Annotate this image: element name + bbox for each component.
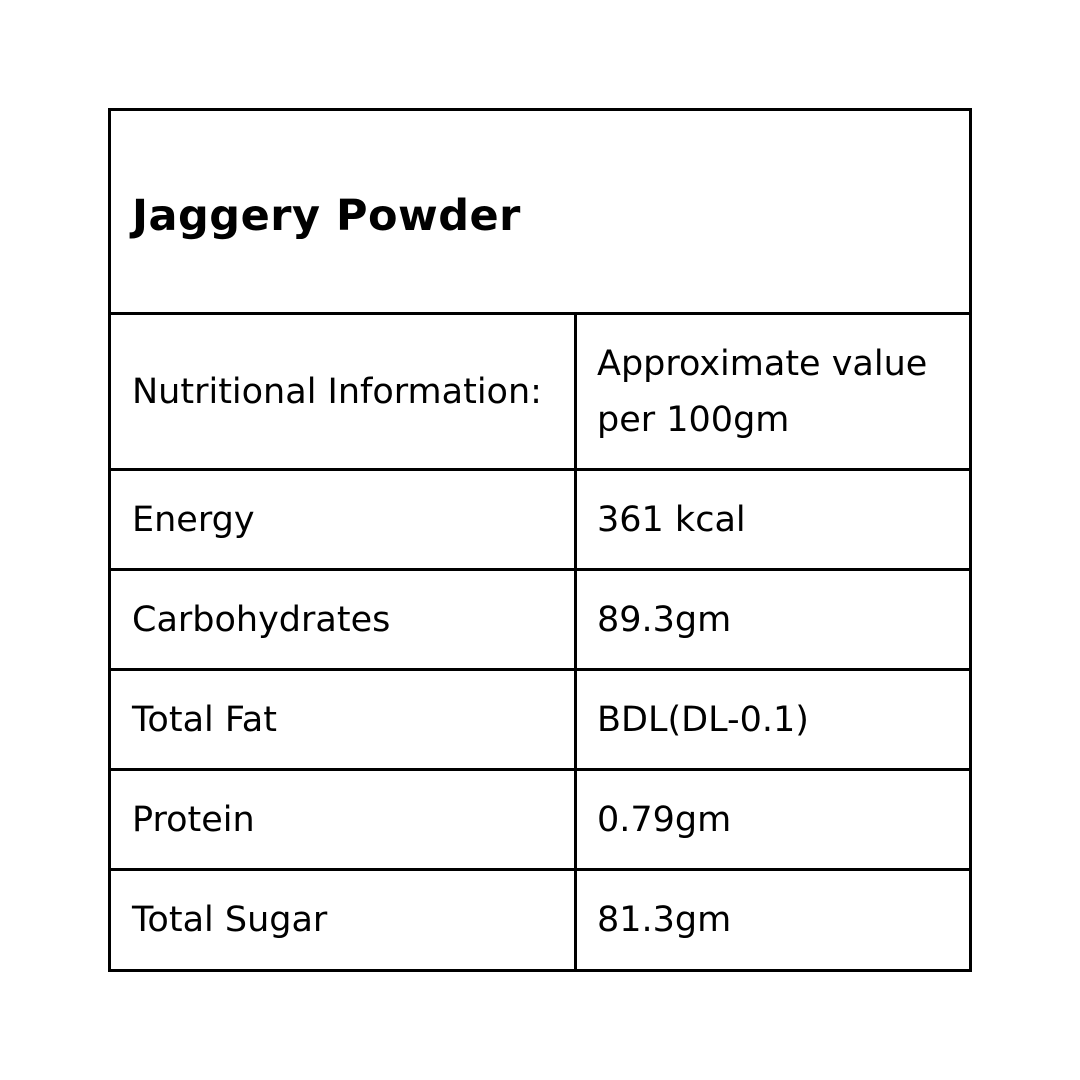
table-row <box>111 871 969 969</box>
row-value: 361 kcal <box>597 499 746 540</box>
row-value: BDL(DL-0.1) <box>597 699 809 740</box>
header-value: Approximate value per 100gm <box>597 343 928 440</box>
row-label: Total Sugar <box>132 900 328 940</box>
table-row <box>111 471 969 571</box>
column-divider <box>574 315 577 969</box>
table-row <box>111 671 969 771</box>
table-header-row <box>111 315 969 471</box>
product-title: Jaggery Powder <box>132 191 521 241</box>
row-label: Protein <box>132 799 255 840</box>
table-row <box>111 771 969 871</box>
row-value: 0.79gm <box>597 799 732 840</box>
header-label: Nutritional Information: <box>132 371 542 412</box>
nutrition-table <box>108 108 972 972</box>
row-label: Energy <box>132 499 255 540</box>
table-row <box>111 571 969 671</box>
row-label: Carbohydrates <box>132 599 391 640</box>
title-row <box>111 111 969 315</box>
row-label: Total Fat <box>132 699 277 740</box>
row-value: 89.3gm <box>597 599 732 640</box>
row-value: 81.3gm <box>597 900 732 940</box>
